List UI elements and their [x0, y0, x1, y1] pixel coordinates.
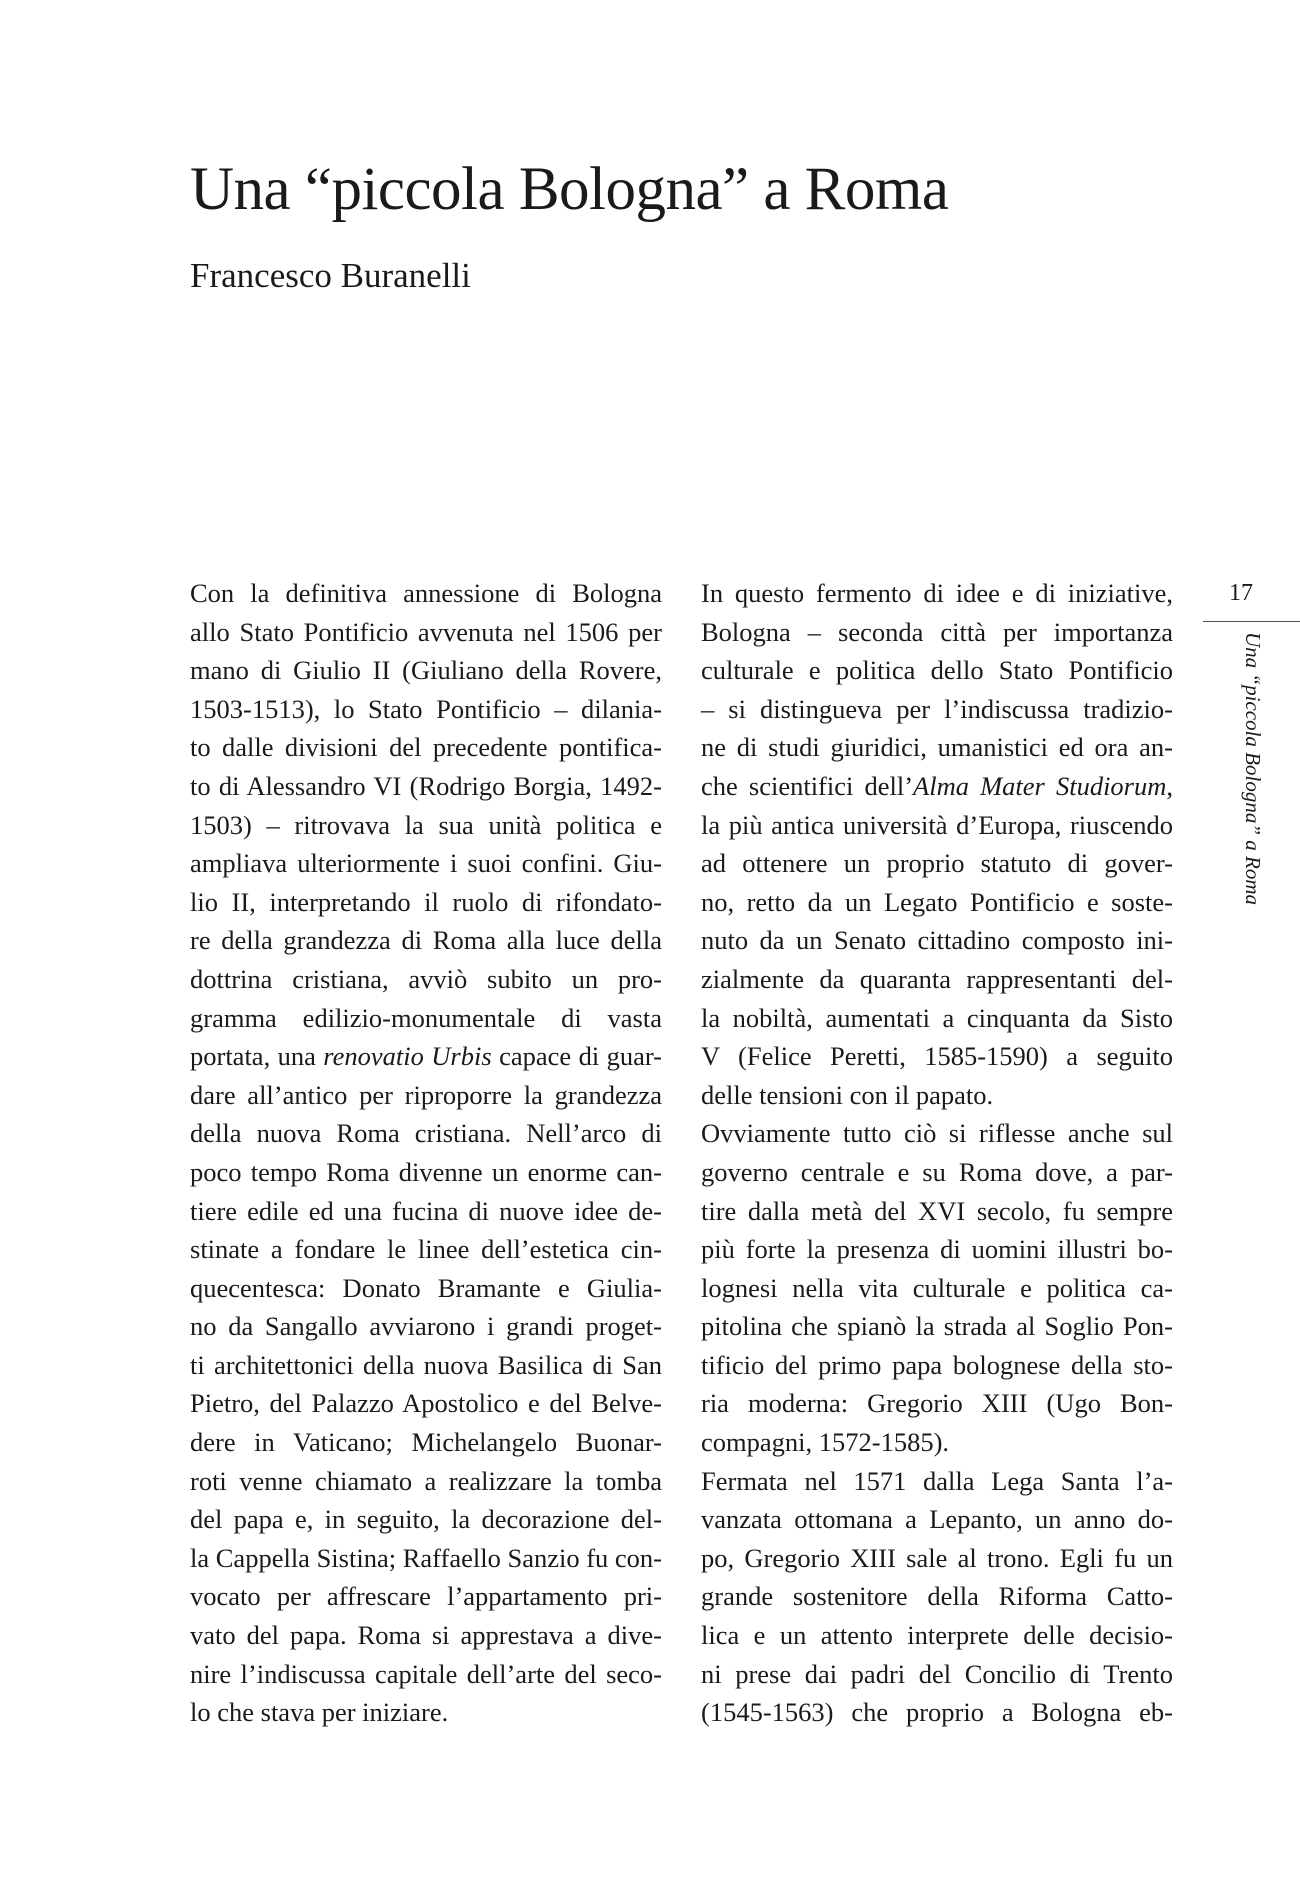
text-line — [190, 728, 662, 767]
text-run: lo che stava per iniziare. — [190, 1697, 449, 1728]
text-run: ampliava ulteriormente i suoi confini. Giu- — [190, 848, 662, 879]
text-line — [701, 1693, 1173, 1732]
text-run: governo centrale e su Roma dove, a par- — [701, 1156, 1173, 1187]
text-run: delle tensioni con il papato. — [701, 1079, 994, 1110]
text-run: lica e un attento interprete delle decisio- — [701, 1620, 1173, 1651]
text-run: ne di studi giuridici, umanistici ed ora an- — [701, 732, 1173, 763]
text-line — [701, 1346, 1173, 1385]
margin-rule — [1203, 621, 1300, 622]
text-run: tificio del primo papa bolognese della sto- — [701, 1349, 1173, 1380]
text-line — [190, 1114, 662, 1153]
italic-text: Alma Mater Studiorum — [913, 770, 1167, 801]
text-run: vanzata ottomana a Lepanto, un anno do- — [701, 1504, 1173, 1535]
text-line — [701, 1500, 1173, 1539]
text-line — [701, 767, 1173, 806]
text-run: ti architettonici della nuova Basilica di San — [190, 1349, 662, 1380]
text-run: In questo fermento di idee e di iniziative, — [701, 578, 1173, 608]
text-line — [701, 1462, 1173, 1501]
text-line — [190, 574, 662, 613]
text-line — [190, 806, 662, 845]
text-line — [190, 844, 662, 883]
text-run: la più antica università d’Europa, riuscendo — [701, 809, 1173, 840]
text-run: mano di Giulio II (Giuliano della Rovere, — [190, 655, 662, 686]
text-run: gramma edilizio-monumentale di vasta — [190, 1002, 662, 1033]
text-line — [190, 1037, 662, 1076]
text-line — [190, 1384, 662, 1423]
article-author: Francesco Buranelli — [190, 256, 471, 295]
text-line — [190, 690, 662, 729]
text-line — [190, 1539, 662, 1578]
text-line — [190, 1153, 662, 1192]
text-column-right — [701, 574, 1173, 1732]
text-line — [190, 960, 662, 999]
text-run: tire dalla metà del XVI secolo, fu sempre — [701, 1195, 1173, 1226]
text-line — [701, 1153, 1173, 1192]
text-line — [701, 1539, 1173, 1578]
text-run: allo Stato Pontificio avvenuta nel 1506 per — [190, 616, 662, 647]
text-line — [701, 960, 1173, 999]
text-line — [701, 1230, 1173, 1269]
text-run: stinate a fondare le linee dell’estetica cin- — [190, 1234, 662, 1265]
text-run: nire l’indiscussa capitale dell’arte del seco- — [190, 1658, 662, 1689]
text-run: vato del papa. Roma si apprestava a dive- — [190, 1620, 662, 1651]
text-column-left — [190, 574, 662, 1732]
text-line — [701, 921, 1173, 960]
text-line — [190, 1577, 662, 1616]
text-line — [701, 1384, 1173, 1423]
text-line — [190, 1076, 662, 1115]
text-run: grande sostenitore della Riforma Catto- — [701, 1581, 1173, 1612]
text-line — [190, 1462, 662, 1501]
text-line — [190, 1192, 662, 1231]
text-run: tiere edile ed una fucina di nuove idee de- — [190, 1195, 662, 1226]
text-run: poco tempo Roma divenne un enorme can- — [190, 1156, 662, 1187]
text-line — [701, 1616, 1173, 1655]
text-line — [701, 613, 1173, 652]
text-run: zialmente da quaranta rappresentanti del- — [701, 963, 1173, 994]
text-line — [701, 1114, 1173, 1153]
text-run: più forte la presenza di uomini illustri bo- — [701, 1234, 1173, 1265]
text-line — [190, 1616, 662, 1655]
text-run: – si distingueva per l’indiscussa tradizio- — [701, 693, 1173, 724]
text-run: culturale e politica dello Stato Pontificio — [701, 655, 1173, 686]
text-run: che scientifici dell’ — [701, 770, 914, 801]
page-number: 17 — [1229, 580, 1253, 606]
text-line — [701, 999, 1173, 1038]
running-head: Una “piccola Bologna” a Roma — [1241, 632, 1265, 905]
text-run: la nobiltà, aumentati a cinquanta da Sisto — [701, 1002, 1173, 1033]
text-line — [190, 1693, 662, 1732]
text-run: dere in Vaticano; Michelangelo Buonar- — [190, 1427, 662, 1458]
text-line — [701, 574, 1173, 613]
text-run: po, Gregorio XIII sale al trono. Egli fu un — [701, 1542, 1173, 1573]
text-run: (1545-1563) che proprio a Bologna eb- — [701, 1697, 1173, 1728]
text-run: , — [1166, 770, 1174, 801]
text-run: no da Sangallo avviarono i grandi proget- — [190, 1311, 662, 1342]
text-run: to dalle divisioni del precedente pontifica- — [190, 732, 662, 763]
text-run: dottrina cristiana, avviò subito un pro- — [190, 963, 662, 994]
text-line — [190, 651, 662, 690]
text-run: quecentesca: Donato Bramante e Giulia- — [190, 1272, 662, 1303]
text-line — [190, 1307, 662, 1346]
text-run: capace di guar- — [491, 1041, 662, 1072]
text-line — [701, 1423, 1173, 1462]
text-run: pitolina che spianò la strada al Soglio Pon- — [701, 1311, 1173, 1342]
text-run: ad ottenere un proprio statuto di gover- — [701, 848, 1173, 879]
text-run: V (Felice Peretti, 1585-1590) a seguito — [701, 1041, 1173, 1072]
italic-text: renovatio Urbis — [323, 1041, 492, 1072]
text-line — [190, 1423, 662, 1462]
text-line — [701, 690, 1173, 729]
article-title: Una “piccola Bologna” a Roma — [190, 156, 949, 223]
text-line — [701, 1307, 1173, 1346]
text-line — [701, 1037, 1173, 1076]
text-run: Ovviamente tutto ciò si riflesse anche sul — [701, 1118, 1173, 1149]
text-line — [701, 728, 1173, 767]
text-run: del papa e, in seguito, la decorazione del- — [190, 1504, 662, 1535]
text-line — [190, 883, 662, 922]
text-run: della nuova Roma cristiana. Nell’arco di — [190, 1118, 662, 1149]
text-line — [701, 1192, 1173, 1231]
text-run: no, retto da un Legato Pontificio e soste- — [701, 886, 1173, 917]
text-run: re della grandezza di Roma alla luce della — [190, 925, 662, 956]
text-line — [701, 1076, 1173, 1115]
text-line — [701, 1655, 1173, 1694]
text-run: la Cappella Sistina; Raffaello Sanzio fu con- — [190, 1542, 662, 1573]
text-run: Bologna – seconda città per importanza — [701, 616, 1173, 647]
text-run: ni prese dai padri del Concilio di Trento — [701, 1658, 1173, 1689]
text-run: lio II, interpretando il ruolo di rifondato- — [190, 886, 662, 917]
text-run: to di Alessandro VI (Rodrigo Borgia, 1492- — [190, 770, 662, 801]
text-line — [190, 1655, 662, 1694]
text-run: ria moderna: Gregorio XIII (Ugo Bon- — [701, 1388, 1173, 1419]
text-run: dare all’antico per riproporre la grandezza — [190, 1079, 662, 1110]
text-line — [190, 767, 662, 806]
text-run: Pietro, del Palazzo Apostolico e del Belve- — [190, 1388, 662, 1419]
text-run: Fermata nel 1571 dalla Lega Santa l’a- — [701, 1465, 1173, 1496]
text-run: portata, una — [190, 1041, 324, 1072]
text-run: roti venne chiamato a realizzare la tomba — [190, 1465, 662, 1496]
text-run: nuto da un Senato cittadino composto ini- — [701, 925, 1173, 956]
text-run: vocato per affrescare l’appartamento pri- — [190, 1581, 662, 1612]
text-line — [190, 1230, 662, 1269]
text-run: 1503-1513), lo Stato Pontificio – dilania- — [190, 693, 662, 724]
text-run: 1503) – ritrovava la sua unità politica e — [190, 809, 662, 840]
text-line — [701, 1269, 1173, 1308]
text-line — [190, 921, 662, 960]
text-line — [190, 613, 662, 652]
text-line — [190, 1346, 662, 1385]
text-line — [190, 1500, 662, 1539]
text-line — [701, 883, 1173, 922]
text-line — [701, 651, 1173, 690]
text-run: compagni, 1572-1585). — [701, 1427, 950, 1458]
text-line — [701, 1577, 1173, 1616]
text-run: lognesi nella vita culturale e politica ca- — [701, 1272, 1173, 1303]
text-line — [190, 999, 662, 1038]
text-line — [701, 806, 1173, 845]
text-run: Con la definitiva annessione di Bologna — [190, 578, 662, 608]
text-line — [701, 844, 1173, 883]
text-line — [190, 1269, 662, 1308]
